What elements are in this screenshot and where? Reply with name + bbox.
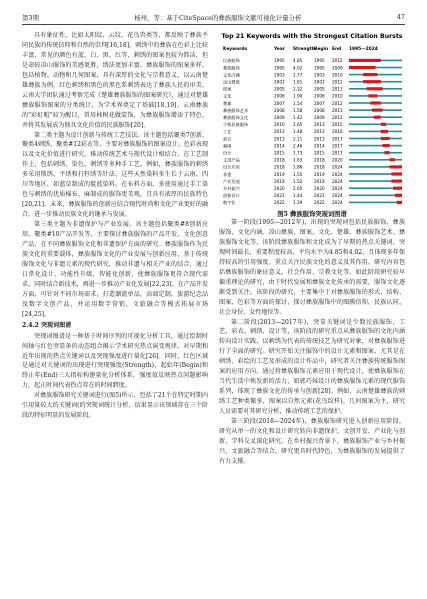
keyword-label: 文化内涵 — [223, 72, 240, 78]
begin-value: 2022 — [314, 200, 325, 206]
begin-value: 2007 — [314, 100, 325, 106]
keyword-label: 创新设计 — [223, 193, 240, 199]
burst-bar — [391, 180, 402, 183]
year-value: 1995 — [274, 58, 285, 64]
year-value: 2005 — [274, 86, 285, 92]
end-value: 2009 — [332, 65, 343, 71]
keyword-label: 设计应用 — [223, 164, 240, 170]
burst-bar — [393, 187, 402, 190]
end-value: 2024 — [332, 171, 343, 177]
year-value: 2009 — [274, 115, 285, 120]
end-value: 2024 — [332, 186, 343, 191]
burst-bar — [372, 109, 383, 112]
burst-bar — [397, 201, 402, 204]
burst-chart — [219, 28, 405, 208]
paragraph: 对彝族服饰研究关键词进行(图5)所示，包括了21个在特定时期内引用量较大的关键词(的突现词统计分析，结果显示该领域存在三个阶段的特征明显的发展阶段。 — [22, 392, 208, 420]
begin-value: 2013 — [314, 129, 325, 135]
end-value: 2024 — [332, 178, 343, 184]
keyword-label: 彝族服饰艺术 — [223, 107, 249, 113]
keyword-label: 文化 — [223, 93, 232, 99]
strength-value: 1.73 — [293, 150, 303, 156]
keyword-label: 刺绣 — [223, 143, 232, 149]
strength-value: 1.39 — [293, 200, 303, 206]
burst-bar — [390, 158, 395, 161]
keyword-label: 乡村振兴 — [223, 186, 240, 191]
strength-value: 1.44 — [293, 193, 303, 199]
paragraph: 第三类主题为非遗保护与产业发展。该主题包括聚类#8创新应用、聚类#10产品开发等，主要探讨彝族服饰的产品开发、文化创意产品、在不同彝族服饰文化和非遗保护方面的研究。彝族服饰作为民族文化的重要载体，彝族服饰文化的产业发展与创新应用、基于传统服饰文化与非遗元素的现代研究，推动非遗与相关产业的结合，通过日常化设计，功能性升级，智能化创新，使彝族服饰更符合现代需求，同时结合新技术，再进一步推动产业化发展[22,23]。在产品开发方面，可针对不同市场需求，打造潮流单品，高端定制，旅游纪念品及数字文创产品，并运用数字营销，文旅融合等模式拓展市场[24,25]。 — [22, 221, 208, 318]
keyword-label: 彝族服饰文化 — [223, 115, 249, 120]
column-header: End — [332, 47, 342, 52]
paragraph: 第二阶段(2013—2017年)，突显关键词是少数民族服饰、工艺、彩衣、刺绣、设计等，该阶段的研究重点从彝族服饰的文化内涵转向设计实践，以刺绣为代表的传统技艺为研究对象，对彝族服饰进行了全面的研究。研究开始关注服饰中的设计元素和图案，尤其是在刺绣、彩绘的工艺及形成的设计作品中，研究者关注彝族传统服饰图案的应用方向，通过将彝族服饰元素应用于现代设计，使彝族服饰在当代生活中焕发新的活力，如郭巧妹设计的彝族服饰元素的现代服饰系列，体现了彝族文化的传承与创新[28]。例如，云南楚雄彝族的刺绣工艺种类繁多，图案以自然元素(花鸟纹样)、几何图案为主，研究人员需要对其研究分析，推动传统工艺的保护。 — [219, 318, 405, 416]
year-value: 2018 — [274, 164, 285, 170]
year-value: 2021 — [274, 193, 285, 199]
burst-bar — [349, 59, 381, 62]
end-value: 2013 — [332, 86, 343, 92]
end-value: 2010 — [332, 72, 343, 78]
strength-value: 1.42 — [293, 115, 303, 120]
timeline-base-bar — [349, 145, 402, 147]
end-value: 2017 — [332, 150, 343, 156]
burst-bar — [381, 123, 386, 126]
year-value: 2010 — [274, 122, 285, 128]
end-value: 2017 — [332, 143, 343, 149]
column-header: Keywords — [223, 47, 248, 52]
strength-value: 1.54 — [293, 100, 303, 106]
column-header: Begin — [314, 47, 329, 52]
strength-value: 2.05 — [293, 186, 303, 191]
keyword-label: 工艺 — [223, 129, 232, 135]
page-number: 47 — [396, 13, 405, 21]
keyword-label: 文创产品 — [223, 157, 240, 163]
paragraph: 具有象征性，比如太阳纹、云纹、花鸟兽类等，都反映了彝族不同民族的传统信仰和自然的崇拜[16,18]。刺绣中的彝族在色彩上比较丰富，常见的颜色有蓝、白、黑、红等，刺绣的图案也较为简洁，但是却较凉山服饰的美感更胜，绣法更加丰富。彝族服饰的图案多样，包括植物、动物和几何图案，具有深厚的文化与宗教意义，以云南楚雄彝族为例，红色刺绣和黑色的黑色系刺绣表达了彝族人民的审美，云南大学团队通过考察完成《楚雄彝族服饰的图案研究》，通过对楚雄彝族服饰图案的分类统计，为学术界奠定了基础[18,19]。云南彝族的"彩虹帽"较为醒目，常用柿树花做装饰，为彝族服饰增添了特色，并将其发展成为独具文化价值的民族服饰[20]。 — [22, 32, 208, 129]
strength-value: 1.58 — [293, 107, 303, 113]
left-column — [22, 31, 208, 421]
column-header: 1995—2024 — [349, 47, 378, 52]
begin-value: 2018 — [314, 164, 325, 170]
strength-value: 1.65 — [293, 122, 303, 128]
begin-value: 2008 — [314, 107, 325, 113]
year-value: 2018 — [274, 157, 285, 163]
strength-value: 2.11 — [293, 136, 303, 142]
year-value: 2003 — [274, 79, 285, 85]
paragraph: 突现词图谱是一种基于时间序列的可视化分析工具，通过绘制时间轴与红色突显条的动态组合揭示学术研究热点演变规律。对早期和近年出现的热点关键词以及突现强度进行量化[26]。同时，红色区域是通过对关键词的出现进行突现强度(Strength)、起始年(Begin)和终止年(End)三大指标构建量化分析体系，强度值反映热点问题影响力，起止时间代表热点存在的时间跨度。 — [22, 332, 208, 390]
end-value: 2017 — [332, 136, 343, 142]
timeline-base-bar — [349, 138, 402, 140]
end-value: 2024 — [332, 193, 343, 199]
strength-value: 1.61 — [293, 79, 303, 85]
strength-value: 4.02 — [293, 65, 303, 71]
timeline-base-bar — [349, 131, 402, 133]
paragraph: 第一阶段(1995—2012年)，出现的突现词包括民族服饰、彝族服饰、文化内涵、凉山彝族、图案、文化、楚雄、彝族服饰艺术、彝族服饰文化等，该阶段彝族服饰和文化成为了早期的热点关键词，突现时间最长，重要程度较高，平均水平为4.85和4.02，且体现多年保持较高的引用强度。重点关注民族文化的意义及其作用。研究内容包括彝族服饰的象征意义、社会作用、宗教文化等。如此阶段研究较早偏重理论的研究，由于时代发展和彝族文化传承的需要，服饰文化逐渐受到关注。该阶段的研究，主要集中于对彝族服饰的形式、结构、图案、色彩等方面的探讨，探讨彝族服饰中的图腾信仰、民族认同、社会身份、女性地位等。 — [219, 219, 405, 316]
end-value: 2024 — [332, 200, 343, 206]
timeline-base-bar — [349, 202, 402, 204]
end-value: 2016 — [332, 129, 343, 135]
end-value: 2015 — [332, 122, 343, 128]
strength-value: 2.32 — [293, 86, 303, 92]
begin-value: 2013 — [314, 136, 325, 142]
page-header — [22, 10, 405, 25]
timeline-base-bar — [349, 195, 402, 197]
burst-bar — [383, 144, 390, 147]
keyword-label: 设计 — [223, 150, 232, 156]
year-value: 2019 — [274, 171, 285, 177]
burst-bar — [381, 130, 388, 133]
year-value: 2020 — [274, 186, 285, 191]
strength-value: 1.52 — [293, 178, 303, 184]
end-value: 2012 — [332, 115, 343, 120]
paragraph: 第二类主题为设计创新与传统工艺技法。该主题包括聚类7创新、聚类4刺绣、聚类#12彩衣等。主要对彝族服饰的图案设计、色彩表现以及文化价值进行研究，推动传统艺术与现代设计相结合。在工艺制作上，包括刺绣、染色、刺绣等多种手工艺。例如，彝族服饰的刺绣多采用锁绣、平绣和打籽绣等针法，这些天然染料多生长于云南、四川等地区，如蓝草制成的靛蓝染料。在布料方面，多使用通过手工染色与刺绣的优质棉布、麻制成的服饰更美观，且具有浓厚的民族特色[20,21]。未来，彝族服饰的创新应结合现代时尚和文化产业更好的融合，进一步推动民族文化的继承与发展。 — [22, 131, 208, 219]
begin-value: 2003 — [314, 79, 325, 85]
end-value: 2012 — [332, 58, 343, 64]
burst-figure — [219, 28, 405, 214]
column-header: Year — [274, 47, 285, 52]
begin-value: 2019 — [314, 178, 325, 184]
end-value: 2010 — [332, 93, 343, 99]
keyword-label: 数字化 — [223, 200, 236, 206]
burst-bar — [367, 87, 383, 90]
keyword-label: 凉山彝族 — [223, 79, 240, 85]
begin-value: 2015 — [314, 150, 325, 156]
begin-value: 2018 — [314, 157, 325, 163]
right-column — [219, 218, 405, 467]
figure-caption: 图5 彝族服饰突现词图谱 — [277, 211, 347, 218]
chart-title: Top 21 Keywords with the Strongest Citation Bursts — [221, 33, 403, 40]
year-value: 2013 — [274, 136, 285, 142]
strength-value: 1.86 — [293, 164, 303, 170]
begin-value: 2003 — [314, 72, 325, 78]
keyword-label: 民族服饰 — [223, 58, 240, 64]
end-value: 2020 — [332, 157, 343, 163]
timeline-base-bar — [349, 152, 402, 154]
keyword-label: 楚雄 — [223, 100, 232, 106]
begin-value: 2019 — [314, 171, 325, 177]
begin-value: 2020 — [314, 186, 325, 191]
column-header: Strength — [293, 47, 315, 52]
strength-value: 1.90 — [293, 93, 303, 99]
begin-value: 2006 — [314, 93, 325, 99]
strength-value: 1.63 — [293, 157, 303, 163]
issue-number: 第3期 — [22, 13, 39, 22]
burst-bar — [349, 66, 376, 69]
end-value: 2012 — [332, 79, 343, 85]
strength-value: 1.48 — [293, 129, 303, 135]
begin-value: 2009 — [314, 115, 325, 120]
running-title: 杨州，等：基于CiteSpace的彝族服饰文献可视化计量分析 — [134, 13, 302, 22]
year-value: 2014 — [274, 143, 285, 149]
end-value: 2024 — [332, 164, 343, 170]
begin-value: 2005 — [314, 86, 325, 92]
keyword-label: 彩衣 — [223, 136, 232, 142]
burst-bar — [384, 151, 389, 154]
burst-bar — [363, 80, 381, 83]
burst-bar — [391, 172, 402, 175]
keyword-label: 彝族服饰 — [223, 65, 240, 71]
burst-bar — [374, 116, 381, 119]
begin-value: 1995 — [314, 65, 325, 71]
end-value: 2012 — [332, 100, 343, 106]
year-value: 2008 — [274, 107, 285, 113]
section-heading: 2.4.2 突现词图谱 — [22, 321, 72, 329]
year-value: 2006 — [274, 93, 285, 99]
keyword-label: 少数民族服饰 — [223, 122, 249, 128]
begin-value: 2013 — [314, 122, 325, 128]
begin-value: 2014 — [314, 143, 325, 149]
keyword-label: 图案 — [223, 86, 232, 92]
keyword-label: 非遗 — [223, 171, 232, 177]
burst-bar — [368, 94, 377, 97]
keyword-label: 产业发展 — [223, 178, 240, 184]
burst-bar — [390, 165, 402, 168]
burst-bar — [370, 101, 381, 104]
begin-value: 2021 — [314, 193, 325, 199]
strength-value: 2.46 — [293, 143, 303, 149]
paragraph: 第三阶段(2018—2024年)，彝族服饰研究进入创新应用阶段，研究从单一的文化和设计研究转向非遗保护、文创开发、产业化与创新，学科交叉深化研究。在乡村振兴背景下，彝族服饰产业与乡村振兴、文旅融合等结合，研究更具时代特色，为彝族服饰的发展提供了有力支撑。 — [219, 418, 405, 465]
year-value: 2013 — [274, 129, 285, 135]
strength-value: 4.85 — [293, 58, 303, 64]
year-value: 2015 — [274, 150, 285, 156]
end-value: 2013 — [332, 107, 343, 113]
begin-value: 1995 — [314, 58, 325, 64]
year-value: 2003 — [274, 72, 285, 78]
year-value: 2022 — [274, 200, 285, 206]
burst-bar — [395, 194, 402, 197]
year-value: 2019 — [274, 178, 285, 184]
strength-value: 1.77 — [293, 72, 303, 78]
strength-value: 1.55 — [293, 171, 303, 177]
burst-bar — [363, 73, 377, 76]
year-value: 1995 — [274, 65, 285, 71]
year-value: 2007 — [274, 100, 285, 106]
burst-bar — [381, 137, 390, 140]
timeline-base-bar — [349, 124, 402, 126]
